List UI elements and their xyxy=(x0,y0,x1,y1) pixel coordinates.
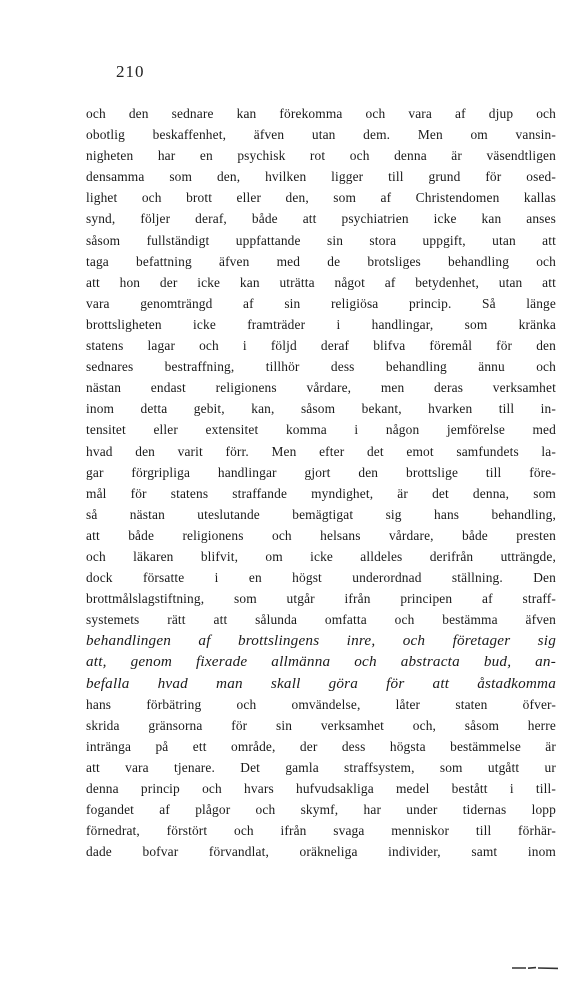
text-line: inom detta gebit, kan, såsom bekant, hvarken till in- xyxy=(86,401,556,417)
text-line: tensitet eller extensitet komma i någon jemförelse med xyxy=(86,422,556,438)
text-line: fogandet af plågor och skymf, har under tidernas lopp xyxy=(86,802,556,818)
text-line: denna princip och hvars hufvudsakliga medel bestått i till- xyxy=(86,781,556,796)
text-line: att både religionens och helsans vårdare, både presten xyxy=(86,527,556,543)
text-line: brottsligheten icke framträder i handlingar, som kränka xyxy=(86,316,556,332)
text-line: statens lagar och i följd deraf blifva föremål för den xyxy=(86,338,556,354)
text-line: densamma som den, hvilken ligger till grund för osed- xyxy=(86,169,556,185)
text-line: taga befattning äfven med de brotsliges behandling och xyxy=(86,253,556,269)
text-line: vara genomträngd af sin religiösa princip. Så länge xyxy=(86,295,556,311)
text-line: att vara tjenare. Det gamla straffsystem, som utgått ur xyxy=(86,759,556,775)
text-line: hans förbätring och omvändelse, låter staten öfver- xyxy=(86,696,556,712)
text-line: nigheten har en psychisk rot och denna är väsendtligen xyxy=(86,148,556,164)
text-line: lighet och brott eller den, som af Christendomen kallas xyxy=(86,190,556,206)
text-line: gar förgripliga handlingar gjort den brottslige till före- xyxy=(86,464,556,480)
text-line: mål för statens straffande myndighet, är det denna, som xyxy=(86,485,556,501)
text-line: inträngа på ett område, der dess högsta bestämmelse är xyxy=(86,738,556,754)
text-line: hvad den varit förr. Men efter det emot samfundets la- xyxy=(86,443,556,459)
text-line: såsom fullständigt uppfattande sin stora uppgift, utan att xyxy=(86,232,556,248)
text-line: förnedrat, förstört och ifrån svaga menniskor till förhär- xyxy=(86,823,556,839)
text-line: och läkaren blifvit, om icke alldeles derifrån utträngde, xyxy=(86,548,556,564)
text-line: synd, följer deraf, både att psychiatrien icke kan anses xyxy=(86,211,556,227)
text-line: dade bofvar förvandlat, oräkneliga individer, samt inom xyxy=(86,844,556,860)
text-line: systemets rätt att sålunda omfatta och bestämma äfven xyxy=(86,612,556,628)
text-line: obotlig beskaffenhet, äfven utan dem. Men om vansin- xyxy=(86,127,556,143)
text-line: att, genom fixerade allmänna och abstracta bud, an- xyxy=(86,653,556,671)
text-line: och den sednare kan förekomma och vara af djup och xyxy=(86,106,556,121)
text-line: nästan endast religionens vårdare, men deras verksamhet xyxy=(86,380,556,396)
text-line: dock försatte i en högst underordnad ställning. Den xyxy=(86,570,556,586)
text-line: sednares bestraffning, tillhör dess behandling ännu och xyxy=(86,359,556,375)
text-line: så nästan uteslutande bemägtigat sig hans behandling, xyxy=(86,506,556,522)
text-line: brottmålslagstiftning, som utgår ifrån principen af straff- xyxy=(86,591,556,607)
text-line: behandlingen af brottslingens inre, och företager sig xyxy=(86,632,556,650)
text-line: befalla hvad man skall göra för att åstadkomma xyxy=(86,674,556,692)
printer-mark xyxy=(512,966,558,970)
page-number: 210 xyxy=(116,62,145,81)
text-line: skrida gränsorna för sin verksamhet och, såsom herre xyxy=(86,717,556,733)
text-line: att hon der icke kan uträtta något af betydenhet, utan att xyxy=(86,274,556,290)
body-text xyxy=(86,103,556,862)
